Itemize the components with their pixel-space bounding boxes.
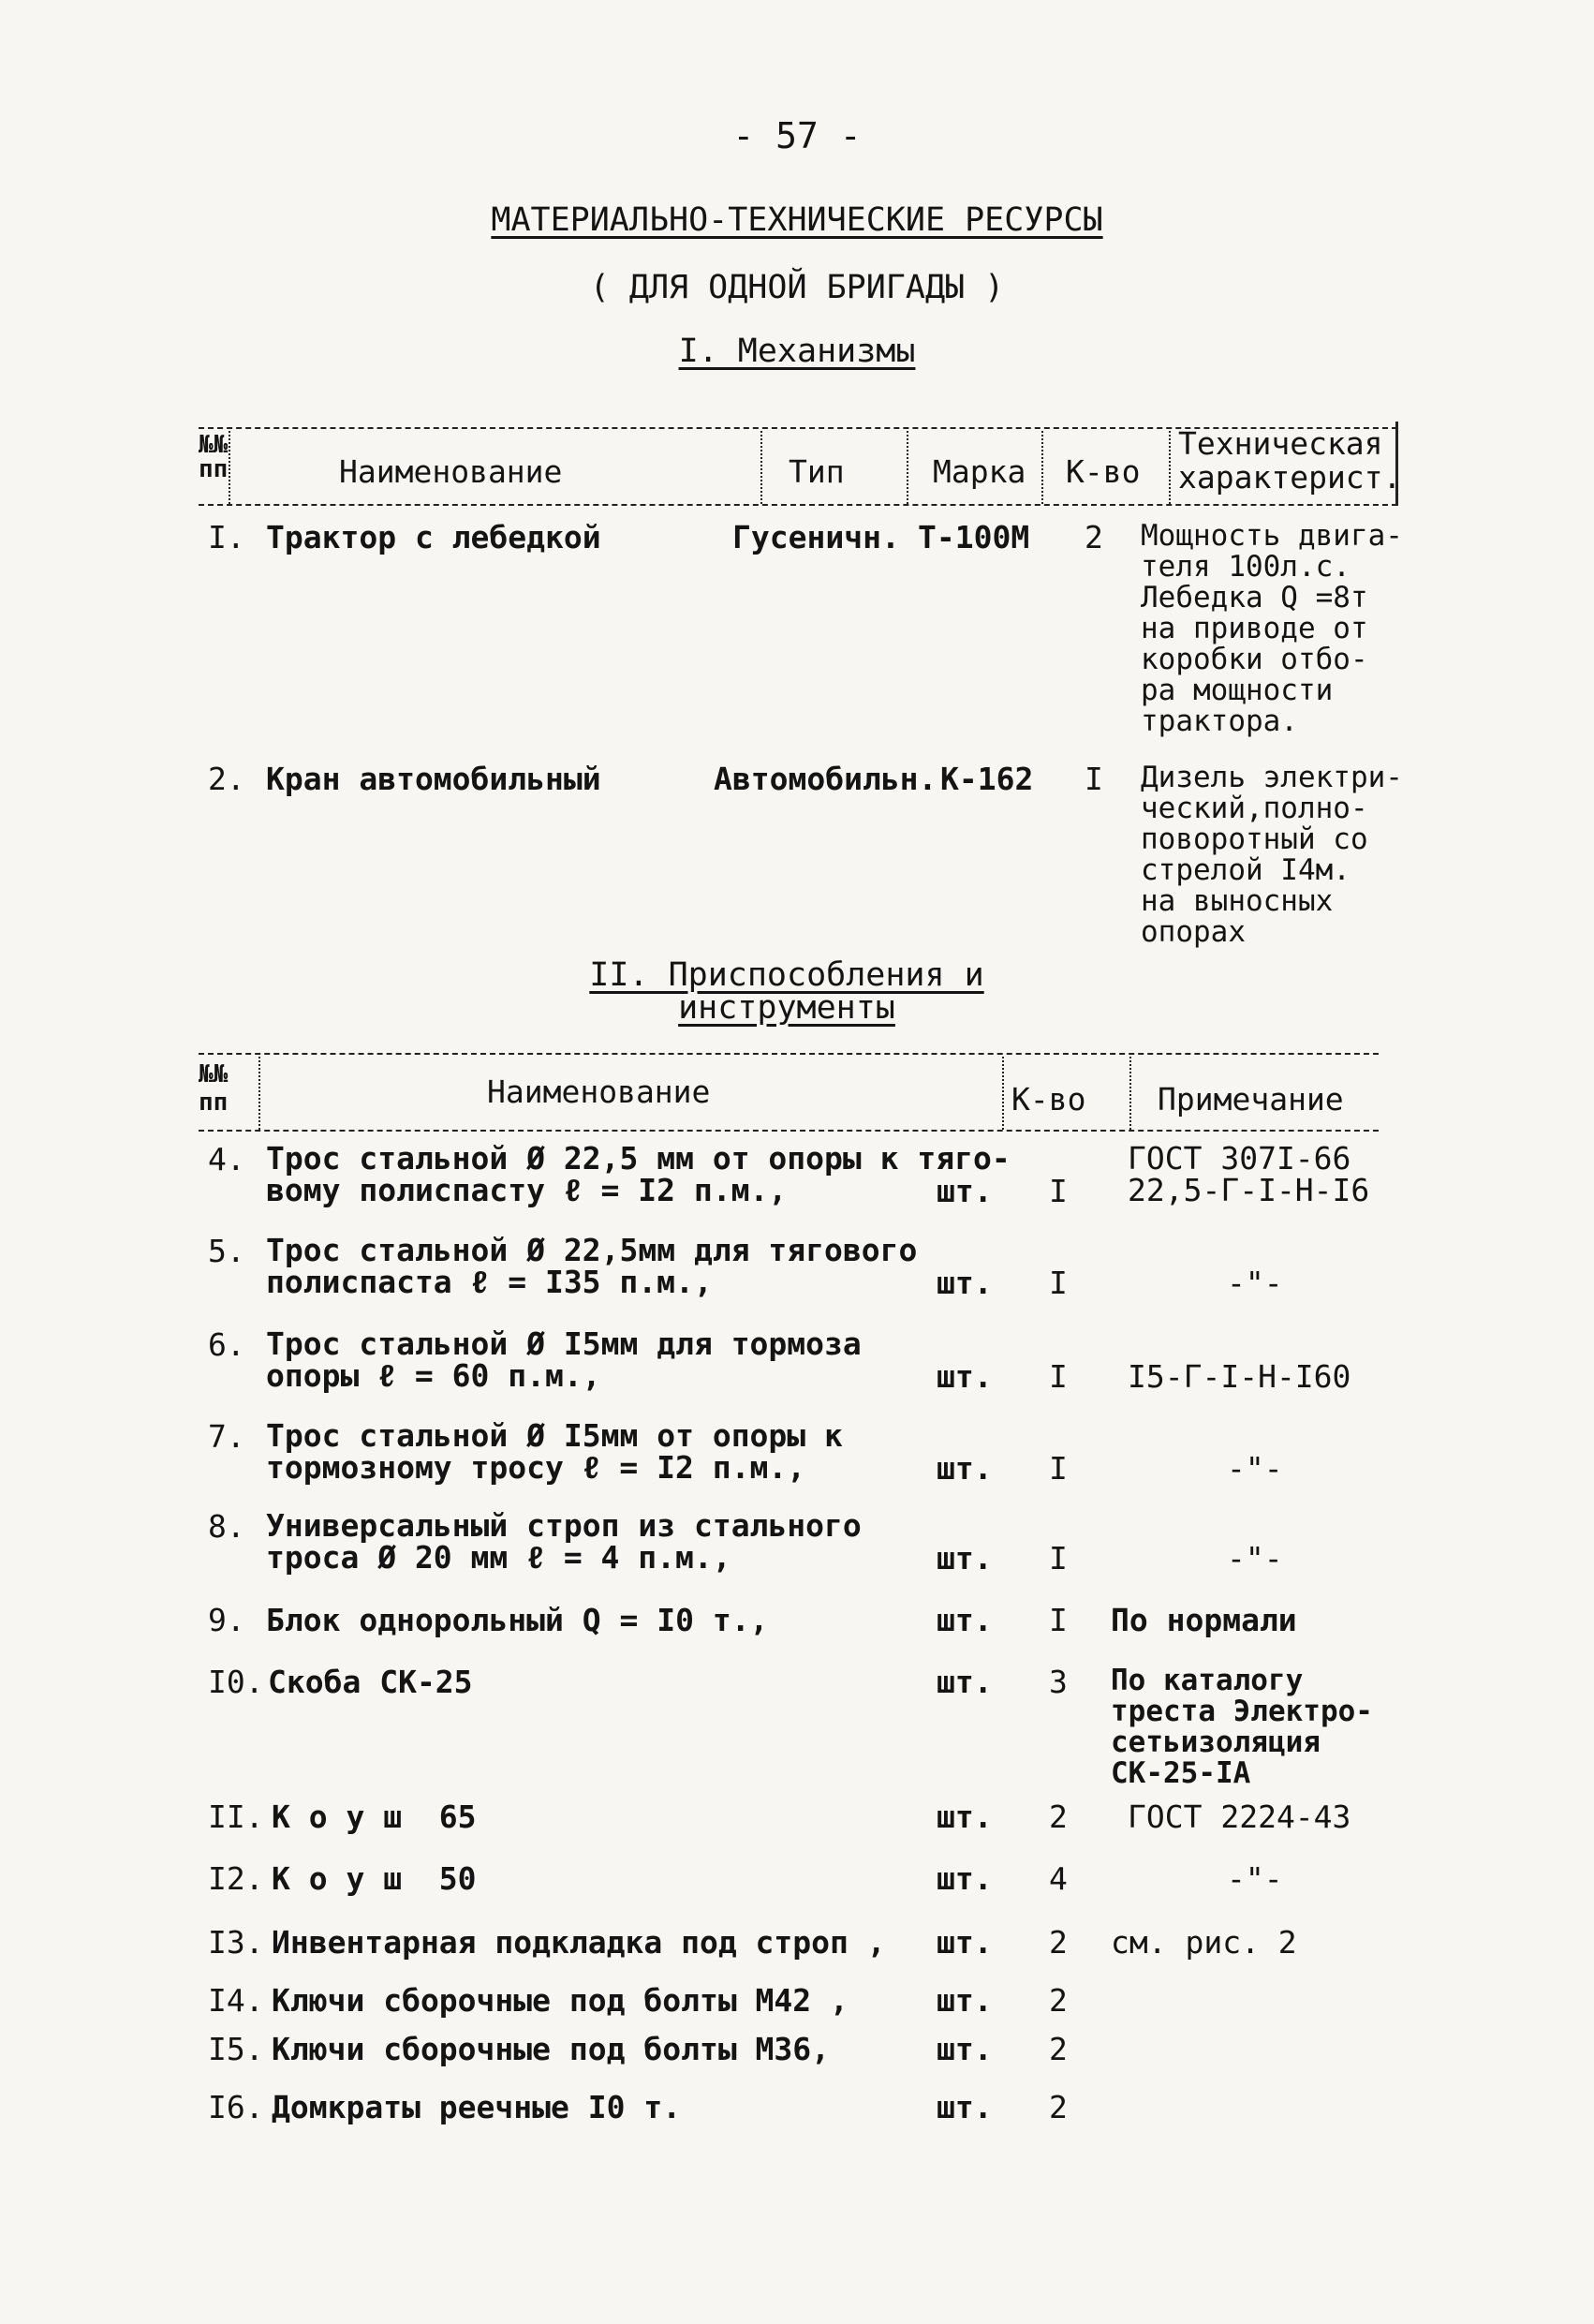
- row-qty: 2: [1085, 519, 1103, 555]
- column-divider: [1169, 431, 1171, 504]
- row-note: -"-: [1227, 1860, 1283, 1897]
- row-qty: 2: [1049, 1799, 1068, 1835]
- column-divider: [1129, 1057, 1131, 1130]
- header-spec: Техническая характерист.: [1178, 425, 1402, 496]
- row-num: I4.: [208, 1982, 264, 2019]
- row-num: II.: [208, 1799, 264, 1835]
- column-divider: [1041, 431, 1043, 504]
- row-note: I5-Г-I-Н-I60: [1128, 1358, 1351, 1395]
- header-qty: К-во: [1066, 453, 1141, 490]
- row-qty: 2: [1049, 2031, 1068, 2067]
- row-num: I2.: [208, 1860, 264, 1897]
- table-top-rule: [199, 1053, 1379, 1055]
- row-name: Кран автомобильный: [266, 761, 601, 797]
- row-qty: 2: [1049, 1924, 1068, 1961]
- row-qty: I: [1049, 1602, 1068, 1638]
- row-num: I.: [208, 519, 245, 555]
- header-brand: Марка: [933, 453, 1026, 490]
- row-name: К о у ш 65: [272, 1799, 477, 1835]
- header-num: №№ пп: [199, 431, 229, 483]
- row-name: К о у ш 50: [272, 1860, 477, 1897]
- row-name: Трос стальной Ø 22,5мм для тягового полиспаста ℓ = I35 п.м.,: [266, 1232, 918, 1300]
- row-qty: I: [1049, 1540, 1068, 1576]
- row-qty: I: [1049, 1173, 1068, 1209]
- document-title: [0, 201, 1594, 239]
- row-name: Инвентарная подкладка под строп ,: [272, 1924, 886, 1961]
- header-name: Наименование: [487, 1073, 711, 1110]
- row-qty: I: [1049, 1450, 1068, 1487]
- row-name: Трактор с лебедкой: [266, 519, 601, 555]
- row-name: Трос стальной Ø I5мм от опоры к тормозному тросу ℓ = I2 п.м.,: [266, 1417, 843, 1486]
- header-name: Наименование: [339, 453, 563, 490]
- row-unit: шт.: [937, 1540, 993, 1576]
- row-unit: шт.: [937, 1860, 993, 1897]
- row-num: I0.: [208, 1664, 264, 1700]
- row-qty: 4: [1049, 1860, 1068, 1897]
- row-unit: шт.: [937, 1602, 993, 1638]
- row-brand: К-162: [940, 761, 1034, 797]
- row-num: 5.: [208, 1233, 245, 1269]
- row-note: -"-: [1227, 1540, 1283, 1576]
- row-name: Трос стальной Ø 22,5 мм от опоры к тяго- вому полиспасту ℓ = I2 п.м.,: [266, 1140, 1011, 1208]
- row-num: 9.: [208, 1602, 245, 1638]
- row-note: По каталогу треста Электро- сетьизоляция СК-25-IА: [1111, 1664, 1373, 1790]
- section-1-heading: [0, 335, 1594, 368]
- row-num: 7.: [208, 1418, 245, 1455]
- row-note: см. рис. 2: [1111, 1924, 1297, 1961]
- row-unit: шт.: [937, 1799, 993, 1835]
- row-unit: шт.: [937, 2031, 993, 2067]
- row-num: 4.: [208, 1141, 245, 1177]
- row-unit: шт.: [937, 1450, 993, 1487]
- row-unit: шт.: [937, 1982, 993, 2019]
- header-type: Тип: [789, 453, 845, 490]
- row-unit: шт.: [937, 1924, 993, 1961]
- section-2-heading: [487, 956, 1086, 1027]
- row-num: I3.: [208, 1924, 264, 1961]
- row-brand: Т-100М: [918, 519, 1030, 555]
- row-qty: I: [1049, 1265, 1068, 1301]
- row-qty: I: [1049, 1358, 1068, 1395]
- row-qty: 3: [1049, 1664, 1068, 1700]
- header-qty: К-во: [1011, 1081, 1086, 1118]
- section-1-heading-text: I. Механизмы: [678, 333, 916, 370]
- document-title-text: МАТЕРИАЛЬНО-ТЕХНИЧЕСКИЕ РЕСУРСЫ: [491, 201, 1103, 239]
- row-name: Универсальный строп из стального троса Ø 20 мм ℓ = 4 п.м.,: [266, 1507, 862, 1576]
- row-qty: 2: [1049, 1982, 1068, 2019]
- column-divider: [760, 431, 762, 504]
- row-name: Скоба СК-25: [268, 1664, 473, 1700]
- column-divider: [1002, 1057, 1004, 1130]
- row-note: ГОСТ 307I-66 22,5-Г-I-Н-I6: [1128, 1140, 1370, 1208]
- table-header-rule: [199, 504, 1397, 506]
- document-subtitle: ( ДЛЯ ОДНОЙ БРИГАДЫ ): [589, 269, 1005, 306]
- column-divider: [229, 431, 230, 504]
- row-spec: Дизель электри- ческий,полно- поворотный со стрелой I4м. на выносных опорах: [1141, 761, 1403, 949]
- row-name: Трос стальной Ø I5мм для тормоза опоры ℓ = 60 п.м.,: [266, 1325, 862, 1394]
- row-num: I5.: [208, 2031, 264, 2067]
- row-num: 6.: [208, 1326, 245, 1363]
- row-type: Автомобильн.: [714, 761, 937, 797]
- row-qty: I: [1085, 761, 1103, 797]
- row-name: Блок однорольный Q = I0 т.,: [266, 1602, 769, 1638]
- section-2-heading-text: II. Приспособления и инструменты: [589, 956, 984, 1027]
- row-unit: шт.: [937, 2089, 993, 2125]
- row-note: -"-: [1227, 1265, 1283, 1301]
- page-number: - 57 -: [732, 115, 862, 156]
- row-unit: шт.: [937, 1664, 993, 1700]
- row-note: -"-: [1227, 1450, 1283, 1487]
- header-note: Примечание: [1158, 1081, 1344, 1118]
- row-name: Ключи сборочные под болты М36,: [272, 2031, 831, 2067]
- column-divider: [907, 431, 908, 504]
- column-divider: [258, 1057, 260, 1130]
- row-unit: шт.: [937, 1358, 993, 1395]
- row-spec: Мощность двига- теля 100л.с. Лебедка Q =8т на приводе от коробки отбо- ра мощности трактора.: [1141, 519, 1403, 738]
- row-num: 2.: [208, 761, 245, 797]
- row-note: По нормали: [1111, 1602, 1297, 1638]
- row-name: Ключи сборочные под болты М42 ,: [272, 1982, 849, 2019]
- table-header-rule: [199, 1130, 1379, 1132]
- row-unit: шт.: [937, 1265, 993, 1301]
- row-num: 8.: [208, 1508, 245, 1545]
- row-unit: шт.: [937, 1173, 993, 1209]
- header-num: №№ пп: [199, 1060, 229, 1117]
- row-qty: 2: [1049, 2089, 1068, 2125]
- row-name: Домкраты реечные I0 т.: [272, 2089, 682, 2125]
- row-num: I6.: [208, 2089, 264, 2125]
- row-type: Гусеничн.: [732, 519, 900, 555]
- row-note: ГОСТ 2224-43: [1128, 1799, 1351, 1835]
